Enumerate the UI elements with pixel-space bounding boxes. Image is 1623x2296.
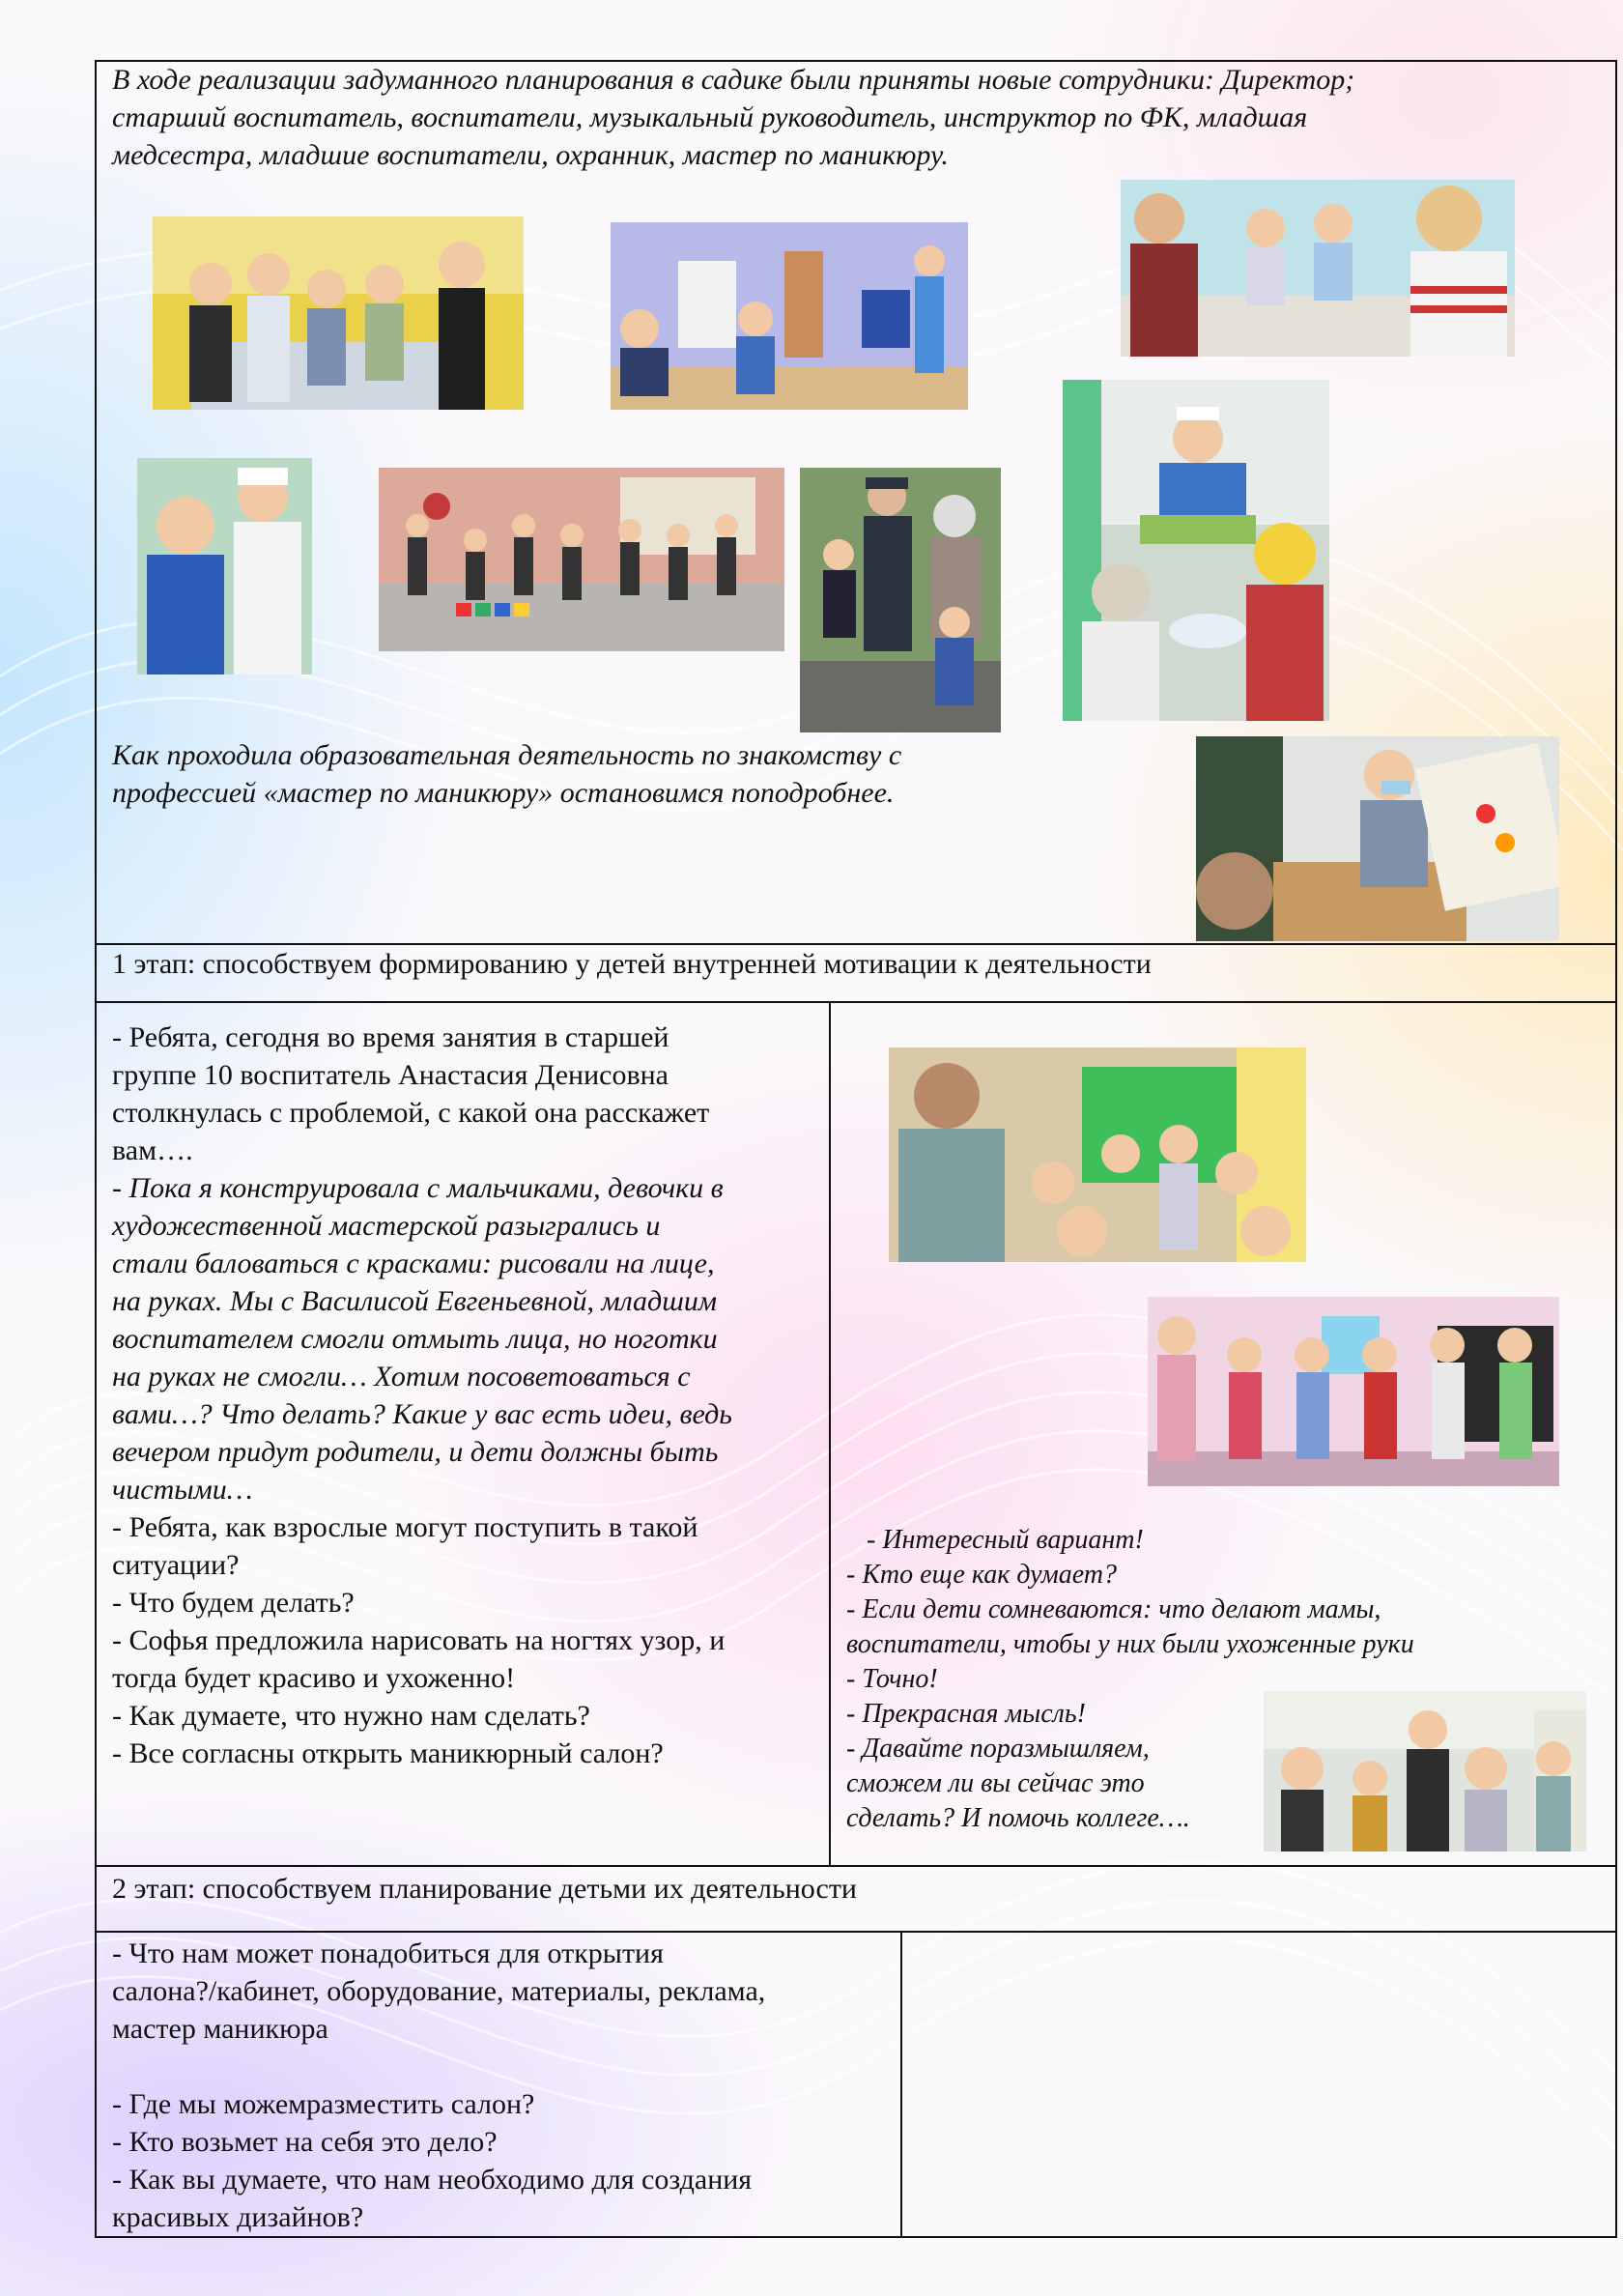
dialogue-line: - Софья предложила нарисовать на ногтях узор, и bbox=[112, 1624, 726, 1656]
response-line: - Точно! bbox=[846, 1664, 938, 1694]
photo-children-cafeteria-kitchen bbox=[1063, 380, 1329, 721]
dialogue-line: - Все согласны открыть маникюрный салон? bbox=[112, 1737, 664, 1769]
photo-children-experiment-table bbox=[153, 216, 524, 410]
stage2-questions bbox=[112, 1935, 895, 2236]
question-line: - Где мы можемразместить салон? bbox=[112, 2088, 535, 2120]
manicure-note-line: Как проходила образовательная деятельность по знакомству с bbox=[112, 739, 902, 771]
dialogue-line: - Ребята, сегодня во время занятия в старшей bbox=[112, 1021, 669, 1053]
response-line: сможем ли вы сейчас это bbox=[846, 1768, 1145, 1798]
response-line: - Давайте поразмышляем, bbox=[846, 1734, 1150, 1764]
dialogue-line: столкнулась с проблемой, с какой она расскажет bbox=[112, 1097, 710, 1129]
question-line: красивых дизайнов? bbox=[112, 2201, 364, 2233]
dialogue-line-quote: вами…? Что делать? Какие у вас есть идеи, ведь bbox=[112, 1398, 732, 1430]
dialogue-line: группе 10 воспитатель Анастасия Денисовна bbox=[112, 1059, 669, 1091]
intro-line: старший воспитатель, воспитатели, музыкальный руководитель, инструктор по ФК, младшая bbox=[112, 101, 1308, 133]
photo-children-game-hands bbox=[1148, 1297, 1559, 1486]
manicure-note-line: профессией «мастер по маникюру» остановимся поподробнее. bbox=[112, 777, 895, 809]
dialogue-line-quote: на руках. Мы с Василисой Евгеньевной, младшим bbox=[112, 1285, 718, 1317]
dialogue-line-quote: на руках не смогли… Хотим посоветоваться с bbox=[112, 1361, 691, 1392]
question-line: - Кто возьмет на себя это дело? bbox=[112, 2126, 498, 2158]
dialogue-line: вам…. bbox=[112, 1134, 193, 1166]
photo-children-celebrating bbox=[1264, 1691, 1586, 1851]
question-line: - Что нам может понадобиться для открытия bbox=[112, 1937, 664, 1969]
dialogue-line-quote: художественной мастерской разыгрались и bbox=[112, 1210, 661, 1242]
dialogue-line: - Ребята, как взрослые могут поступить в такой bbox=[112, 1511, 698, 1543]
dialogue-line: ситуации? bbox=[112, 1549, 240, 1581]
response-line: - Прекрасная мысль! bbox=[846, 1699, 1086, 1729]
response-line: - Кто еще как думает? bbox=[846, 1560, 1117, 1590]
question-line: мастер маникюра bbox=[112, 2013, 328, 2045]
dialogue-line-quote: воспитателем смогли отмыть лица, но ноготки bbox=[112, 1323, 718, 1355]
dialogue-line-quote: - Пока я конструировала с мальчиками, девочки в bbox=[112, 1172, 724, 1204]
photo-children-gym-class bbox=[379, 468, 784, 651]
question-line: салона?/кабинет, оборудование, материалы, реклама, bbox=[112, 1975, 766, 2007]
intro-line: медсестра, младшие воспитатели, охранник, мастер по маникюру. bbox=[112, 139, 949, 171]
photo-child-nurse-play bbox=[137, 458, 312, 674]
dialogue-line-quote: чистыми… bbox=[112, 1474, 253, 1506]
manicure-note-paragraph bbox=[112, 736, 1078, 812]
intro-paragraph bbox=[112, 61, 1600, 174]
dialogue-line: - Как думаете, что нужно нам сделать? bbox=[112, 1700, 590, 1732]
dialogue-line-quote: стали баловаться с красками: рисовали на лице, bbox=[112, 1248, 715, 1279]
photo-children-seated-lesson bbox=[611, 222, 968, 410]
response-line: - Если дети сомневаются: что делают мамы, bbox=[846, 1594, 1381, 1624]
photo-girl-manicure-table bbox=[1196, 736, 1559, 941]
stage1-dialogue bbox=[112, 1019, 827, 1772]
photo-children-drawing bbox=[1121, 180, 1515, 357]
dialogue-line: тогда будет красиво и ухоженно! bbox=[112, 1662, 516, 1694]
question-spacer bbox=[112, 2048, 895, 2085]
stage1-title: 1 этап: способствуем формированию у детей внутренней мотивации к деятельности bbox=[112, 948, 1152, 980]
stage2-right-cell bbox=[902, 1931, 1617, 2238]
intro-line: В ходе реализации задуманного планирования в садике были приняты новые сотрудники: Директор; bbox=[112, 64, 1355, 96]
question-line: - Как вы думаете, что нам необходимо для создания bbox=[112, 2164, 753, 2196]
photo-security-guard-outdoors bbox=[800, 468, 1001, 732]
response-line: - Интересный вариант! bbox=[846, 1525, 1144, 1555]
dialogue-line: - Что будем делать? bbox=[112, 1587, 355, 1619]
response-line: воспитатели, чтобы у них были ухоженные руки bbox=[846, 1629, 1414, 1659]
response-line: сделать? И помочь коллеге…. bbox=[846, 1803, 1190, 1833]
photo-teacher-with-children-circle bbox=[889, 1048, 1306, 1262]
dialogue-line-quote: вечером придут родители, и дети должны быть bbox=[112, 1436, 719, 1468]
stage2-title: 2 этап: способствуем планирование детьми их деятельности bbox=[112, 1873, 857, 1905]
